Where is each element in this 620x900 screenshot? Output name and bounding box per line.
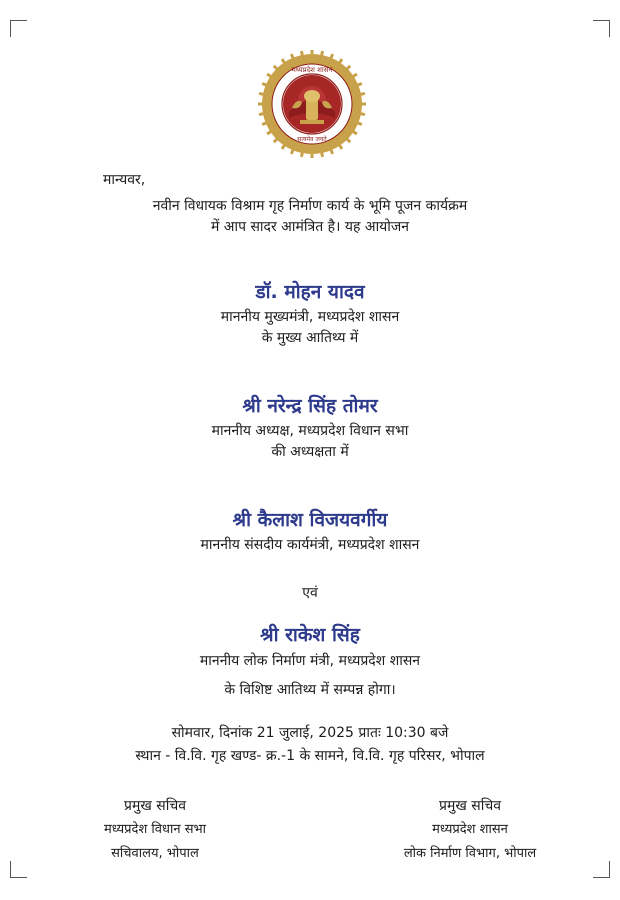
conjunction: एवं bbox=[302, 585, 318, 601]
person-role-note-speaker: की अध्यक्षता में bbox=[271, 444, 349, 460]
intro-line-1: नवीन विधायक विश्राम गृह निर्माण कार्य के भूमि पूजन कार्यक्रम bbox=[152, 198, 468, 214]
intro-line-2: में आप सादर आमंत्रित है। यह आयोजन bbox=[210, 219, 410, 235]
signatory-line-1: मध्यप्रदेश शासन bbox=[432, 822, 508, 837]
signatory-line-1: मध्यप्रदेश विधान सभा bbox=[103, 822, 207, 837]
corner-mark-bottom-right bbox=[593, 861, 610, 878]
person-role-parliamentary-affairs-minister: माननीय संसदीय कार्यमंत्री, मध्यप्रदेश शासन bbox=[200, 537, 420, 553]
signatory-line-2: लोक निर्माण विभाग, भोपाल bbox=[403, 846, 537, 861]
corner-mark-bottom-left bbox=[10, 861, 27, 878]
person-name-speaker: श्री नरेन्द्र सिंह तोमर bbox=[242, 395, 378, 417]
person-role-pwd-minister: माननीय लोक निर्माण मंत्री, मध्यप्रदेश शासन bbox=[199, 653, 421, 669]
mp-government-emblem bbox=[256, 48, 368, 160]
corner-mark-top-left bbox=[10, 20, 27, 37]
signatory-assembly-secretary bbox=[80, 794, 230, 866]
signatory-pwd-secretary bbox=[380, 794, 560, 866]
signatory-line-2: सचिवालय, भोपाल bbox=[111, 846, 199, 861]
emblem-motto: सत्यमेव जयते bbox=[297, 136, 327, 143]
signatory-title: प्रमुख सचिव bbox=[123, 798, 186, 814]
person-name-parliamentary-affairs-minister: श्री कैलाश विजयवर्गीय bbox=[232, 509, 388, 531]
event-datetime: सोमवार, दिनांक 21 जुलाई, 2025 प्रातः 10:30 बजे bbox=[171, 725, 449, 741]
person-role-chief-minister: माननीय मुख्यमंत्री, मध्यप्रदेश शासन bbox=[220, 309, 400, 325]
person-name-pwd-minister: श्री राकेश सिंह bbox=[260, 624, 360, 646]
emblem-ring-text: मध्यप्रदेश शासन bbox=[291, 66, 333, 74]
corner-mark-top-right bbox=[593, 20, 610, 37]
person-role-speaker: माननीय अध्यक्ष, मध्यप्रदेश विधान सभा bbox=[211, 423, 409, 439]
person-role-note-chief-minister: के मुख्य आतिथ्य में bbox=[261, 330, 359, 346]
closing-line: के विशिष्ट आतिथ्य में सम्पन्न होगा। bbox=[224, 682, 396, 698]
person-name-chief-minister: डॉ. मोहन यादव bbox=[255, 281, 365, 303]
signatory-title: प्रमुख सचिव bbox=[438, 798, 501, 814]
salutation: मान्यवर, bbox=[103, 172, 146, 188]
event-venue: स्थान - वि.वि. गृह खण्ड- क्र.-1 के सामने, वि.वि. गृह परिसर, भोपाल bbox=[135, 748, 485, 764]
